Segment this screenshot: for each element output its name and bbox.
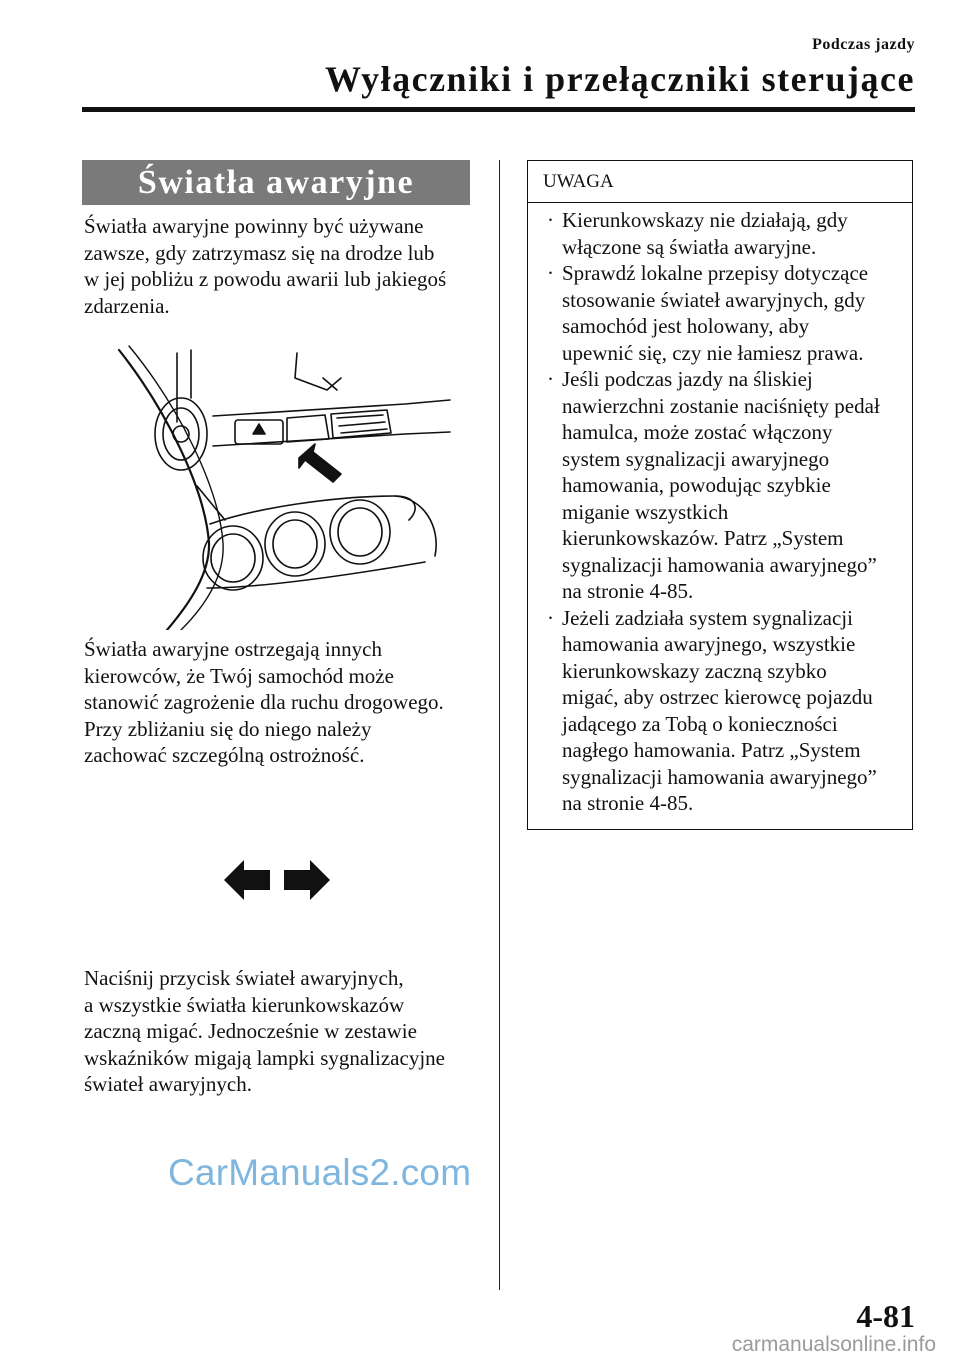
note-box bbox=[527, 160, 913, 830]
section-title: Światła awaryjne bbox=[82, 160, 470, 205]
text-line: zdarzenia. bbox=[84, 293, 170, 318]
footer-site-label: carmanualsonline.info bbox=[731, 1333, 936, 1356]
warning-paragraph bbox=[84, 636, 484, 769]
text-line: zawsze, gdy zatrzymasz się na drodze lub bbox=[84, 240, 435, 265]
instruction-paragraph bbox=[84, 965, 484, 1098]
note-item-text: Jeżeli zadziała system sygnalizacji hamowania awaryjnego, wszystkie kierunkowskazy zaczną szybko migać, aby ostrzec kierowcę pojazdu jadącego za Tobą o konieczności nagłego hamowania. Patrz „System sygnalizacji hamowania awaryjnego” na stronie 4-85. bbox=[562, 605, 877, 815]
note-item bbox=[542, 366, 904, 605]
note-item-text: Sprawdź lokalne przepisy dotyczące stosowanie świateł awaryjnych, gdy samochód jest holowany, aby upewnić się, czy nie łamiesz prawa. bbox=[562, 261, 869, 365]
bullet-icon: · bbox=[547, 605, 554, 630]
turn-signal-arrows-icon bbox=[222, 858, 332, 902]
watermark: CarManuals2.com bbox=[168, 1152, 472, 1193]
running-header-section: Podczas jazdy bbox=[812, 36, 915, 53]
text-line: zachować szczególną ostrożność. bbox=[84, 743, 365, 767]
text-line: kierowców, że Twój samochód może bbox=[84, 663, 394, 688]
text-line: zaczną migać. Jednocześnie w zestawie bbox=[84, 1019, 417, 1043]
text-line: świateł awaryjnych. bbox=[84, 1072, 252, 1096]
bullet-icon: · bbox=[547, 261, 554, 285]
hazard-switch-illustration bbox=[95, 338, 465, 630]
note-item bbox=[542, 260, 904, 366]
intro-paragraph bbox=[84, 213, 484, 319]
text-line: stanowić zagrożenie dla ruchu drogowego. bbox=[84, 690, 444, 714]
page-number: 4-81 bbox=[856, 1298, 915, 1334]
note-item-text: Jeśli podczas jazdy na śliskiej nawierzchni zostanie naciśnięty pedał hamulca, może zostać włączony system sygnalizacji awaryjnego hamowania, powodując szybkie miganie wszystkich kierunkowskazów. Patrz „System sygnalizacji hamowania awaryjnego” na stronie 4-85. bbox=[562, 367, 880, 603]
note-list bbox=[528, 203, 912, 817]
bullet-icon: · bbox=[547, 208, 554, 232]
text-line: Światła awaryjne ostrzegają innych bbox=[84, 637, 382, 661]
bullet-icon: · bbox=[547, 367, 554, 391]
text-line: Światła awaryjne powinny być używane bbox=[84, 214, 424, 238]
note-item bbox=[542, 605, 904, 817]
text-line: Naciśnij przycisk świateł awaryjnych, bbox=[84, 966, 404, 990]
text-line: wskaźników migają lampki sygnalizacyjne bbox=[84, 1045, 445, 1070]
header-rule bbox=[82, 107, 915, 112]
text-line: Przy zbliżaniu się do niego należy bbox=[84, 716, 372, 741]
text-line: a wszystkie światła kierunkowskazów bbox=[84, 992, 405, 1017]
note-item-text: Kierunkowskazy nie działają, gdy włączone są światła awaryjne. bbox=[562, 208, 848, 259]
running-header-title: Wyłączniki i przełączniki sterujące bbox=[324, 59, 915, 99]
text-line: w jej pobliżu z powodu awarii lub jakiegoś bbox=[84, 267, 447, 291]
note-item bbox=[542, 207, 904, 260]
note-heading: UWAGA bbox=[528, 161, 912, 203]
column-divider bbox=[499, 160, 500, 1290]
